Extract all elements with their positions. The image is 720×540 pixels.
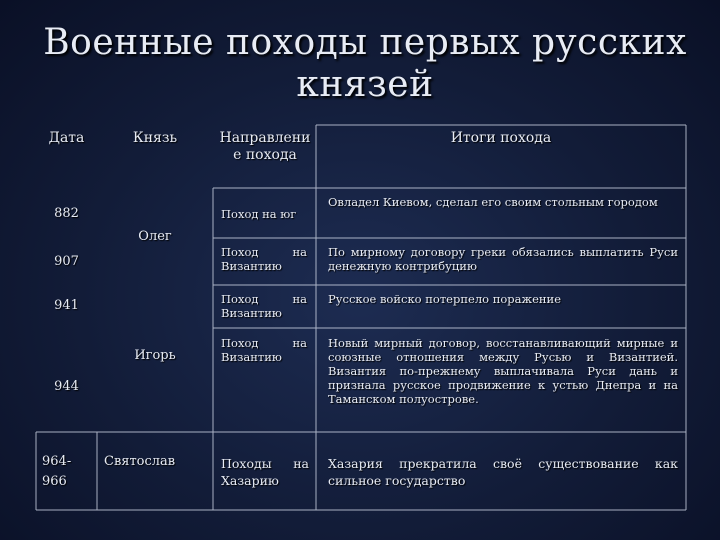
result-cell: Овладел Киевом, сделал его своим стольным городом xyxy=(328,195,658,209)
result-cell: Новый мирный договор, восстанавливающий мирные и союзные отношения между Русью и Византией. Византия по-прежнему выплачивала Руси дань и признала русское продвижение к устью Днепра и на Таманском полуострове. xyxy=(328,336,678,406)
direction-cell: Походы на Хазарию xyxy=(221,456,309,488)
result-cell: Хазария прекратила своё существование как сильное государство xyxy=(328,456,678,488)
header-date: Дата xyxy=(48,130,85,146)
date-cell: 941 xyxy=(54,298,79,313)
header-result: Итоги похода xyxy=(450,130,552,146)
direction-cell: Поход на юг xyxy=(221,207,297,221)
header-direction: Направлени е похода xyxy=(219,130,311,163)
date-cell: 882 xyxy=(54,206,79,221)
header-prince: Князь xyxy=(132,130,178,146)
direction-cell: Поход на Византию xyxy=(221,245,307,273)
direction-cell: Поход на Византию xyxy=(221,336,307,364)
date-cell: 944 xyxy=(54,379,79,394)
result-cell: По мирному договору греки обязались выплатить Руси денежную контрибуцию xyxy=(328,245,678,273)
slide-title: Военные походы первых русских князей xyxy=(43,22,687,105)
prince-cell: Олег xyxy=(138,229,172,244)
prince-cell: Игорь xyxy=(134,348,176,363)
date-cell: 907 xyxy=(54,254,79,269)
prince-cell: Святослав xyxy=(104,454,176,469)
date-cell: 964-966 xyxy=(42,454,72,489)
result-cell: Русское войско потерпело поражение xyxy=(328,292,562,306)
direction-cell: Поход на Византию xyxy=(221,292,307,320)
